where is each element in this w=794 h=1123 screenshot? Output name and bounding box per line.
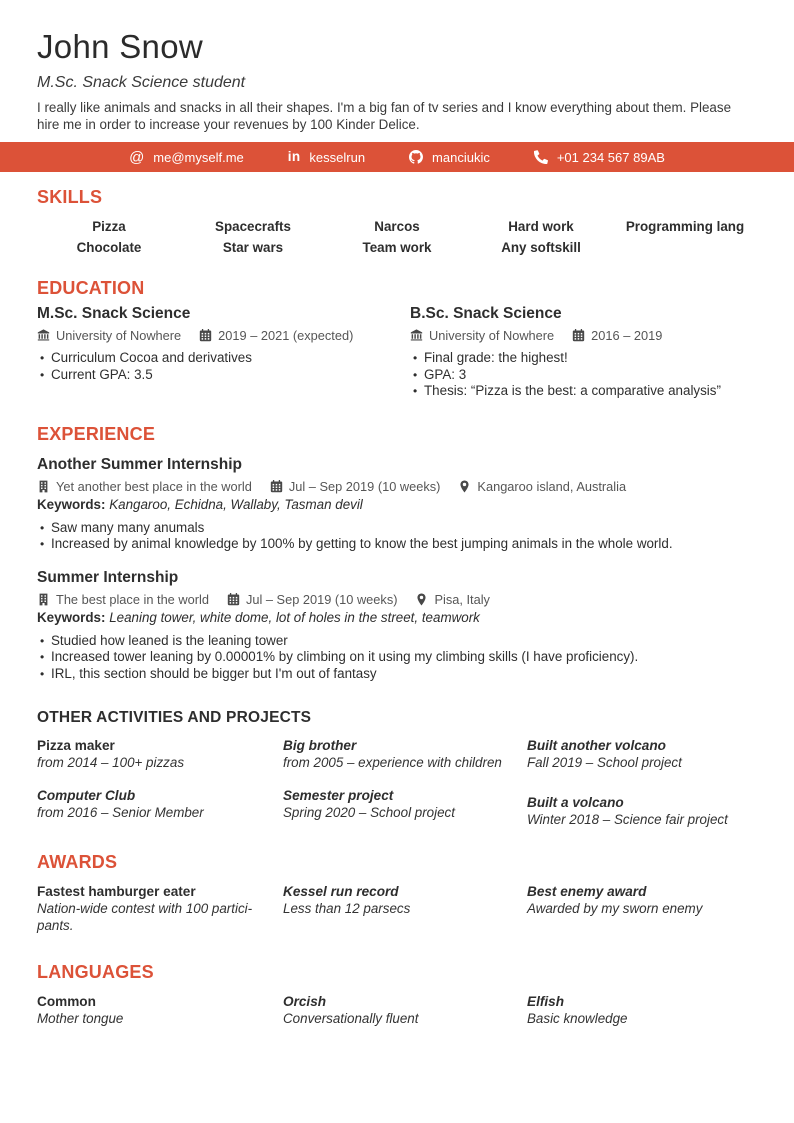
award-detail: Nation-wide contest with 100 participants. bbox=[37, 901, 253, 933]
activity-detail: from 2014 – 100+ pizzas bbox=[37, 755, 185, 770]
award-detail: Less than 12 parsecs bbox=[283, 901, 411, 916]
activity-entry bbox=[283, 787, 527, 829]
location-text: Pisa, Italy bbox=[434, 591, 490, 607]
skill-item: Spacecrafts bbox=[215, 219, 291, 234]
skills-section bbox=[37, 187, 757, 256]
experience-entry bbox=[37, 568, 757, 683]
institution-item bbox=[410, 328, 554, 343]
activity-entry bbox=[283, 737, 527, 772]
phone-link[interactable] bbox=[534, 150, 665, 165]
activity-name: Semester project bbox=[283, 787, 394, 803]
activity-name: Big brother bbox=[283, 738, 357, 753]
experience-meta bbox=[37, 592, 757, 607]
calendar-icon bbox=[270, 480, 283, 493]
keywords-line bbox=[37, 497, 757, 513]
header bbox=[0, 0, 794, 133]
activity-detail: Fall 2019 – School project bbox=[527, 755, 682, 770]
degree-title: M.Sc. Snack Science bbox=[37, 305, 191, 322]
location-item bbox=[458, 479, 626, 494]
company-name: The best place in the world bbox=[56, 591, 209, 607]
award-entry bbox=[527, 883, 747, 934]
period-text: Jul – Sep 2019 (10 weeks) bbox=[245, 591, 398, 607]
skill-item: Chocolate bbox=[76, 240, 142, 255]
experience-bullets bbox=[37, 520, 757, 553]
education-entry bbox=[37, 304, 384, 400]
activity-entry bbox=[37, 787, 283, 829]
education-bullets bbox=[37, 350, 384, 383]
activity-detail: Spring 2020 – School project bbox=[283, 804, 455, 820]
skill-item: Star wars bbox=[222, 240, 284, 255]
skill-item: Pizza bbox=[92, 219, 126, 234]
activity-entry bbox=[527, 794, 747, 829]
bullet: • Studied how leaned is the leaning tower bbox=[37, 633, 757, 650]
period-text: 2019 – 2021 (expected) bbox=[218, 328, 354, 343]
activities-section-title: OTHER ACTIVITIES AND PROJECTS bbox=[37, 709, 312, 726]
calendar-icon bbox=[199, 329, 212, 342]
keywords-text: Leaning tower, white dome, lot of holes in the street, teamwork bbox=[109, 609, 480, 625]
skills-grid bbox=[37, 219, 757, 256]
location-item bbox=[415, 592, 489, 607]
bullet: • GPA: 3 bbox=[410, 367, 757, 384]
award-name: Fastest hamburger eater bbox=[37, 884, 196, 899]
bullet: • Final grade: the highest! bbox=[410, 350, 757, 367]
languages-section bbox=[37, 962, 757, 1028]
skill-item: Team work bbox=[362, 240, 432, 255]
activity-detail: from 2016 – Senior Member bbox=[37, 804, 204, 820]
experience-meta bbox=[37, 479, 757, 494]
language-entry bbox=[527, 993, 747, 1028]
calendar-icon bbox=[227, 593, 240, 606]
languages-section-title: LANGUAGES bbox=[37, 962, 154, 982]
bullet: • Increased by animal knowledge by 100% by getting to know the best jumping animals in the whole world. bbox=[37, 536, 757, 553]
institution-name: University of Nowhere bbox=[56, 328, 182, 343]
person-subtitle: M.Sc. Snack Science student bbox=[37, 74, 246, 91]
keywords-label: Keywords: bbox=[37, 496, 106, 512]
role-title: Summer Internship bbox=[37, 568, 179, 586]
education-meta bbox=[37, 328, 384, 343]
email-link[interactable] bbox=[129, 150, 244, 165]
phone-text: +01 234 567 89AB bbox=[556, 149, 665, 165]
bullet: • Current GPA: 3.5 bbox=[37, 367, 384, 384]
institution-item bbox=[37, 328, 181, 343]
languages-grid bbox=[37, 993, 757, 1028]
awards-grid bbox=[37, 883, 757, 934]
github-link[interactable] bbox=[409, 150, 490, 165]
bullet: • Increased tower leaning by 0.00001% by climbing on it using my climbing skills (I have proficiency). bbox=[37, 649, 757, 666]
degree-title: B.Sc. Snack Science bbox=[410, 305, 562, 322]
period-text: Jul – Sep 2019 (10 weeks) bbox=[288, 478, 441, 494]
keywords-line bbox=[37, 610, 757, 626]
period-text: 2016 – 2019 bbox=[591, 328, 663, 343]
period-item bbox=[199, 328, 353, 343]
building-icon bbox=[37, 480, 50, 493]
education-section bbox=[37, 278, 757, 400]
summary-text: I really like animals and snacks in all their shapes. I'm a big fan of tv series and I know everything about them. Please hire me in order to increase your revenues by 100 Kinder Delice. bbox=[37, 100, 732, 132]
education-entry bbox=[410, 304, 757, 400]
award-entry bbox=[37, 883, 283, 934]
person-name: John Snow bbox=[37, 28, 203, 65]
github-text: manciukic bbox=[432, 149, 490, 165]
experience-bullets bbox=[37, 633, 757, 683]
linkedin-text: kesselrun bbox=[309, 149, 366, 165]
language-name: Orcish bbox=[283, 994, 327, 1009]
activities-grid bbox=[37, 737, 757, 828]
company-item bbox=[37, 592, 209, 607]
awards-section bbox=[37, 852, 757, 934]
award-name: Kessel run record bbox=[283, 884, 399, 899]
building-icon bbox=[37, 593, 50, 606]
email-text: me@myself.me bbox=[153, 149, 244, 165]
activity-entry bbox=[527, 737, 747, 772]
language-level: Mother tongue bbox=[37, 1011, 124, 1026]
contact-bar bbox=[0, 142, 794, 172]
institution-name: University of Nowhere bbox=[429, 328, 555, 343]
activities-section bbox=[37, 708, 757, 828]
company-item bbox=[37, 479, 252, 494]
skill-item: Any softskill bbox=[501, 240, 581, 255]
language-name: Common bbox=[37, 994, 96, 1009]
bank-icon bbox=[410, 329, 423, 342]
language-level: Conversationally fluent bbox=[283, 1011, 419, 1026]
award-entry bbox=[283, 883, 527, 934]
activity-entry bbox=[37, 737, 283, 772]
activity-detail: from 2005 – experience with children bbox=[283, 755, 502, 770]
period-item bbox=[572, 328, 662, 343]
github-icon bbox=[409, 150, 423, 164]
award-name: Best enemy award bbox=[527, 884, 647, 899]
keywords-label: Keywords: bbox=[37, 609, 106, 625]
language-entry bbox=[283, 993, 527, 1028]
linkedin-link[interactable] bbox=[288, 150, 365, 165]
experience-section bbox=[37, 424, 757, 683]
location-text: Kangaroo island, Australia bbox=[477, 478, 627, 494]
bullet: • IRL, this section should be bigger but I'm out of fantasy bbox=[37, 666, 757, 683]
period-item bbox=[227, 592, 398, 607]
keywords-text: Kangaroo, Echidna, Wallaby, Tasman devil bbox=[109, 496, 363, 512]
education-meta bbox=[410, 328, 757, 343]
map-marker-icon bbox=[458, 480, 471, 493]
education-columns bbox=[37, 304, 757, 400]
experience-section-title: EXPERIENCE bbox=[37, 423, 156, 444]
language-level: Basic knowledge bbox=[527, 1011, 628, 1026]
map-marker-icon bbox=[415, 593, 428, 606]
activity-name: Built another volcano bbox=[527, 738, 666, 753]
company-name: Yet another best place in the world bbox=[56, 478, 252, 494]
education-section-title: EDUCATION bbox=[37, 278, 145, 298]
language-name: Elfish bbox=[527, 994, 565, 1009]
bullet: • Thesis: “Pizza is the best: a comparative analysis” bbox=[410, 383, 757, 400]
awards-section-title: AWARDS bbox=[37, 852, 118, 872]
at-icon: @ bbox=[129, 148, 145, 166]
activity-name: Pizza maker bbox=[37, 738, 115, 753]
linkedin-icon: in bbox=[287, 149, 301, 165]
activity-detail: Winter 2018 – Science fair project bbox=[527, 811, 728, 827]
language-entry bbox=[37, 993, 283, 1028]
bank-icon bbox=[37, 329, 50, 342]
activity-name: Built a volcano bbox=[527, 794, 624, 810]
skill-item: Hard work bbox=[508, 219, 574, 234]
phone-icon bbox=[534, 150, 548, 164]
calendar-icon bbox=[572, 329, 585, 342]
period-item bbox=[270, 479, 441, 494]
education-bullets bbox=[410, 350, 757, 400]
activity-name: Computer Club bbox=[37, 787, 136, 803]
skill-item: Programming lang bbox=[625, 219, 745, 234]
bullet: • Saw many many anumals bbox=[37, 520, 757, 537]
bullet: • Curriculum Cocoa and derivatives bbox=[37, 350, 384, 367]
experience-entry bbox=[37, 455, 757, 553]
award-detail: Awarded by my sworn enemy bbox=[527, 901, 703, 916]
skill-item: Narcos bbox=[374, 219, 420, 234]
skills-section-title: SKILLS bbox=[37, 187, 103, 207]
role-title: Another Summer Internship bbox=[37, 455, 242, 473]
